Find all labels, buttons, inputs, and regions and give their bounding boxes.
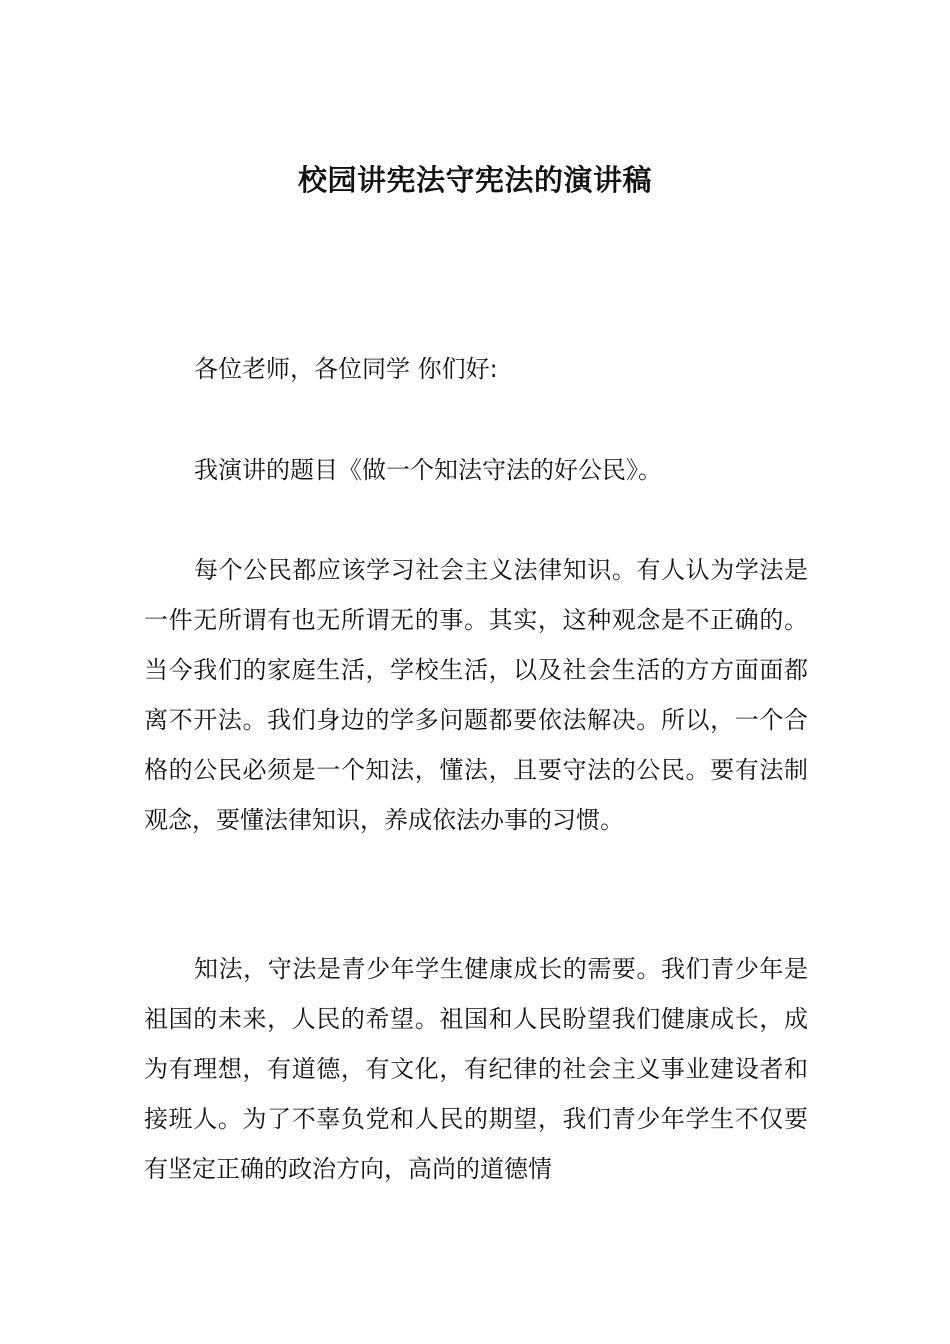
body-paragraph-youth-growth: 知法，守法是青少年学生健康成长的需要。我们青少年是祖国的未来，人民的希望。祖国和人民盼望我们健康成长，成为有理想，有道德，有文化，有纪律的社会主义事业建设者和接班人。为了不辜负党和人民的期望，我们青少年学生不仅要有坚定正确的政治方向，高尚的道德情 <box>144 955 808 1183</box>
document-title: 校园讲宪法守宪法的演讲稿 <box>297 163 652 197</box>
body-paragraph-law-knowledge: 每个公民都应该学习社会主义法律知识。有人认为学法是一件无所谓有也无所谓无的事。其实，这种观念是不正确的。当今我们的家庭生活，学校生活，以及社会生活的方方面面都离不开法。我们身边的学多问题都要依法解决。所以，一个合格的公民必须是一个知法，懂法，且要守法的公民。要有法制观念，要懂法律知识，养成依法办事的习惯。 <box>144 556 808 834</box>
greeting-paragraph: 各位老师，各位同学 你们好: <box>194 355 498 383</box>
speech-topic-paragraph: 我演讲的题目《做一个知法守法的好公民》。 <box>194 456 662 484</box>
